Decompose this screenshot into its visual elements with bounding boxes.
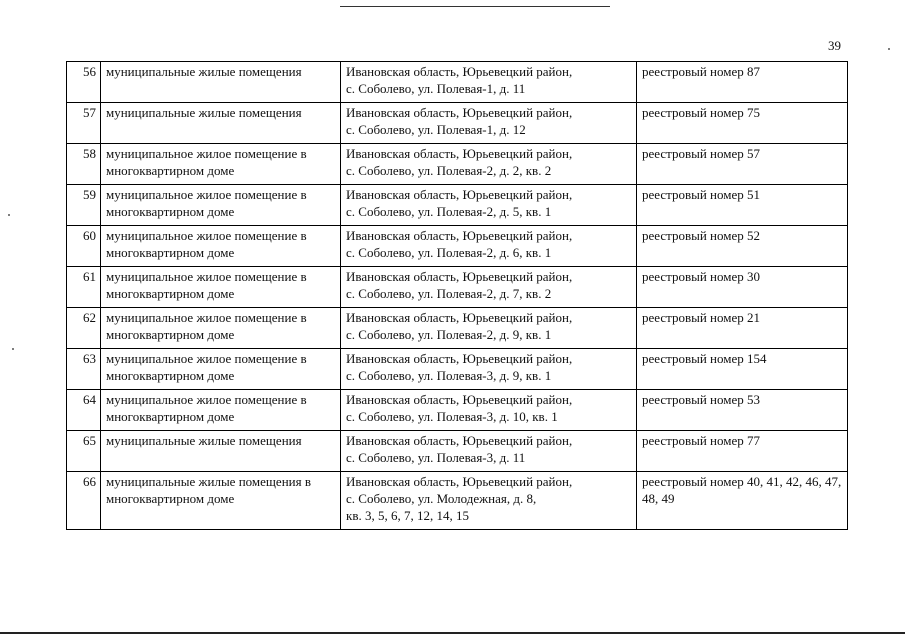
- object-name: муниципальное жилое помещение в многоквартирном доме: [101, 349, 341, 390]
- row-number: 64: [67, 390, 101, 431]
- registry-number: реестровый номер 154: [637, 349, 848, 390]
- row-number: 60: [67, 226, 101, 267]
- address-line: с. Соболево, ул. Полевая-3, д. 9, кв. 1: [346, 368, 552, 383]
- object-name: муниципальные жилые помещения в многоквартирном доме: [101, 472, 341, 530]
- registry-number: реестровый номер 75: [637, 103, 848, 144]
- row-number: 57: [67, 103, 101, 144]
- table-row: [67, 103, 848, 144]
- object-address: [341, 390, 637, 431]
- scan-speck: [8, 214, 10, 216]
- scan-speck: [888, 48, 890, 50]
- object-address: [341, 144, 637, 185]
- address-line: с. Соболево, ул. Молодежная, д. 8,: [346, 491, 537, 506]
- row-number: 59: [67, 185, 101, 226]
- registry-number: реестровый номер 52: [637, 226, 848, 267]
- address-line: с. Соболево, ул. Полевая-1, д. 11: [346, 81, 526, 96]
- registry-number: реестровый номер 21: [637, 308, 848, 349]
- address-line: с. Соболево, ул. Полевая-2, д. 2, кв. 2: [346, 163, 552, 178]
- bottom-rule: [0, 632, 905, 634]
- registry-number: реестровый номер 51: [637, 185, 848, 226]
- row-number: 63: [67, 349, 101, 390]
- object-name: муниципальное жилое помещение в многоквартирном доме: [101, 144, 341, 185]
- object-address: [341, 349, 637, 390]
- address-line: с. Соболево, ул. Полевая-3, д. 11: [346, 450, 526, 465]
- registry-number: реестровый номер 40, 41, 42, 46, 47, 48, 49: [637, 472, 848, 530]
- row-number: 65: [67, 431, 101, 472]
- scan-speck: [12, 348, 14, 350]
- object-name: муниципальное жилое помещение в многоквартирном доме: [101, 390, 341, 431]
- object-address: [341, 308, 637, 349]
- table-row: [67, 308, 848, 349]
- row-number: 62: [67, 308, 101, 349]
- address-line: с. Соболево, ул. Полевая-2, д. 9, кв. 1: [346, 327, 552, 342]
- address-line: Ивановская область, Юрьевецкий район,: [346, 105, 573, 120]
- object-name: муниципальное жилое помещение в многоквартирном доме: [101, 308, 341, 349]
- address-line: Ивановская область, Юрьевецкий район,: [346, 228, 573, 243]
- table-row: [67, 62, 848, 103]
- object-address: [341, 267, 637, 308]
- object-name: муниципальное жилое помещение в многоквартирном доме: [101, 267, 341, 308]
- address-line: с. Соболево, ул. Полевая-2, д. 5, кв. 1: [346, 204, 552, 219]
- table-row: [67, 472, 848, 530]
- registry-number: реестровый номер 57: [637, 144, 848, 185]
- address-line: с. Соболево, ул. Полевая-2, д. 7, кв. 2: [346, 286, 552, 301]
- address-line: Ивановская область, Юрьевецкий район,: [346, 351, 573, 366]
- property-registry-table: [66, 61, 848, 530]
- address-line: Ивановская область, Юрьевецкий район,: [346, 310, 573, 325]
- table-row: [67, 226, 848, 267]
- address-line: Ивановская область, Юрьевецкий район,: [346, 433, 573, 448]
- address-line: кв. 3, 5, 6, 7, 12, 14, 15: [346, 508, 469, 523]
- address-line: Ивановская область, Юрьевецкий район,: [346, 146, 573, 161]
- top-rule: [340, 6, 610, 7]
- address-line: с. Соболево, ул. Полевая-2, д. 6, кв. 1: [346, 245, 552, 260]
- object-address: [341, 185, 637, 226]
- registry-number: реестровый номер 77: [637, 431, 848, 472]
- row-number: 56: [67, 62, 101, 103]
- address-line: Ивановская область, Юрьевецкий район,: [346, 187, 573, 202]
- object-name: муниципальное жилое помещение в многоквартирном доме: [101, 185, 341, 226]
- object-name: муниципальное жилое помещение в многоквартирном доме: [101, 226, 341, 267]
- registry-number: реестровый номер 53: [637, 390, 848, 431]
- page-number: 39: [828, 38, 841, 53]
- object-name: муниципальные жилые помещения: [101, 103, 341, 144]
- table-row: [67, 185, 848, 226]
- address-line: Ивановская область, Юрьевецкий район,: [346, 474, 573, 489]
- table-row: [67, 267, 848, 308]
- object-address: [341, 62, 637, 103]
- row-number: 58: [67, 144, 101, 185]
- object-address: [341, 103, 637, 144]
- row-number: 66: [67, 472, 101, 530]
- table-row: [67, 349, 848, 390]
- object-address: [341, 472, 637, 530]
- address-line: Ивановская область, Юрьевецкий район,: [346, 392, 573, 407]
- table-row: [67, 390, 848, 431]
- address-line: с. Соболево, ул. Полевая-1, д. 12: [346, 122, 526, 137]
- address-line: Ивановская область, Юрьевецкий район,: [346, 64, 573, 79]
- address-line: с. Соболево, ул. Полевая-3, д. 10, кв. 1: [346, 409, 558, 424]
- object-name: муниципальные жилые помещения: [101, 62, 341, 103]
- registry-number: реестровый номер 87: [637, 62, 848, 103]
- object-name: муниципальные жилые помещения: [101, 431, 341, 472]
- table-row: [67, 144, 848, 185]
- address-line: Ивановская область, Юрьевецкий район,: [346, 269, 573, 284]
- object-address: [341, 431, 637, 472]
- row-number: 61: [67, 267, 101, 308]
- table-row: [67, 431, 848, 472]
- registry-number: реестровый номер 30: [637, 267, 848, 308]
- object-address: [341, 226, 637, 267]
